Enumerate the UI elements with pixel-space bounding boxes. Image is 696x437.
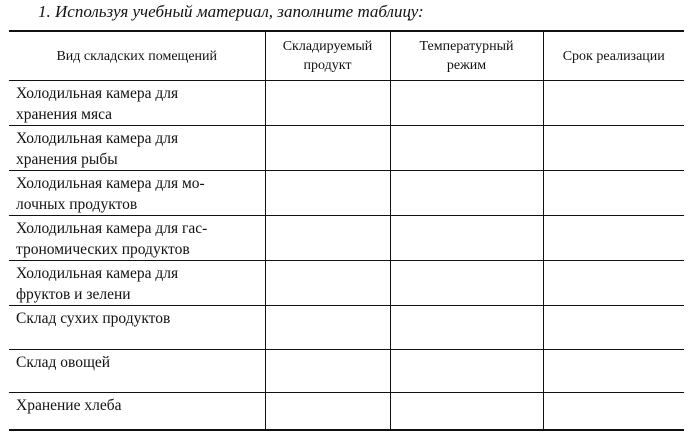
storage-type-text: лочных продуктов xyxy=(16,196,138,213)
temperature-cell[interactable] xyxy=(390,171,543,216)
task-instruction: 1. Используя учебный материал, заполните таблицу: xyxy=(38,2,424,21)
storage-type-text: Склад овощей xyxy=(16,354,111,371)
storage-type-cell xyxy=(9,261,265,306)
storage-type-cell xyxy=(9,393,265,430)
storage-type-text: Холодильная камера для гас- xyxy=(16,220,208,237)
header-temperature-mode xyxy=(390,31,543,81)
storage-type-text: Холодильная камера для мо- xyxy=(16,175,205,192)
header-text: режим xyxy=(446,58,487,73)
storage-type-cell xyxy=(9,81,265,126)
temperature-cell[interactable] xyxy=(390,81,543,126)
table-row xyxy=(9,81,684,126)
table-row xyxy=(9,306,684,350)
product-cell[interactable] xyxy=(265,216,390,261)
storage-type-cell xyxy=(9,306,265,350)
table-row xyxy=(9,393,684,430)
storage-type-text: хранения рыбы xyxy=(16,151,118,168)
table-row xyxy=(9,171,684,216)
temperature-cell[interactable] xyxy=(390,216,543,261)
header-text: Температурный xyxy=(419,39,514,54)
product-cell[interactable] xyxy=(265,261,390,306)
shelf-life-cell[interactable] xyxy=(543,350,684,393)
product-cell[interactable] xyxy=(265,306,390,350)
worksheet-table xyxy=(9,30,684,431)
storage-type-text: Холодильная камера для xyxy=(16,130,179,147)
product-cell[interactable] xyxy=(265,350,390,393)
header-text: Срок реализации xyxy=(562,48,665,64)
header-storage-type xyxy=(9,31,265,81)
temperature-cell[interactable] xyxy=(390,306,543,350)
shelf-life-cell[interactable] xyxy=(543,261,684,306)
header-stored-product xyxy=(265,31,390,81)
storage-type-text: Хранение хлеба xyxy=(16,397,122,414)
header-text: Складируемый xyxy=(282,39,373,54)
storage-type-text: фруктов и зелени xyxy=(16,286,131,303)
shelf-life-cell[interactable] xyxy=(543,306,684,350)
storage-type-cell xyxy=(9,126,265,171)
temperature-cell[interactable] xyxy=(390,261,543,306)
temperature-cell[interactable] xyxy=(390,126,543,171)
storage-type-text: трономических продуктов xyxy=(16,241,190,258)
product-cell[interactable] xyxy=(265,393,390,430)
shelf-life-cell[interactable] xyxy=(543,126,684,171)
table-row xyxy=(9,216,684,261)
product-cell[interactable] xyxy=(265,171,390,216)
storage-type-text: хранения мяса xyxy=(16,106,113,123)
storage-type-text: Холодильная камера для xyxy=(16,85,179,102)
product-cell[interactable] xyxy=(265,126,390,171)
shelf-life-cell[interactable] xyxy=(543,216,684,261)
table-row xyxy=(9,126,684,171)
temperature-cell[interactable] xyxy=(390,393,543,430)
shelf-life-cell[interactable] xyxy=(543,393,684,430)
storage-type-text: Склад сухих продуктов xyxy=(16,310,171,327)
header-text: продукт xyxy=(303,58,352,73)
shelf-life-cell[interactable] xyxy=(543,171,684,216)
table-row xyxy=(9,261,684,306)
header-text: Вид складских помещений xyxy=(56,48,218,64)
header-shelf-life xyxy=(543,31,684,81)
temperature-cell[interactable] xyxy=(390,350,543,393)
header-row xyxy=(9,31,684,81)
product-cell[interactable] xyxy=(265,81,390,126)
table-row xyxy=(9,350,684,393)
storage-type-cell xyxy=(9,216,265,261)
storage-type-cell xyxy=(9,350,265,393)
storage-type-cell xyxy=(9,171,265,216)
shelf-life-cell[interactable] xyxy=(543,81,684,126)
storage-type-text: Холодильная камера для xyxy=(16,265,179,282)
